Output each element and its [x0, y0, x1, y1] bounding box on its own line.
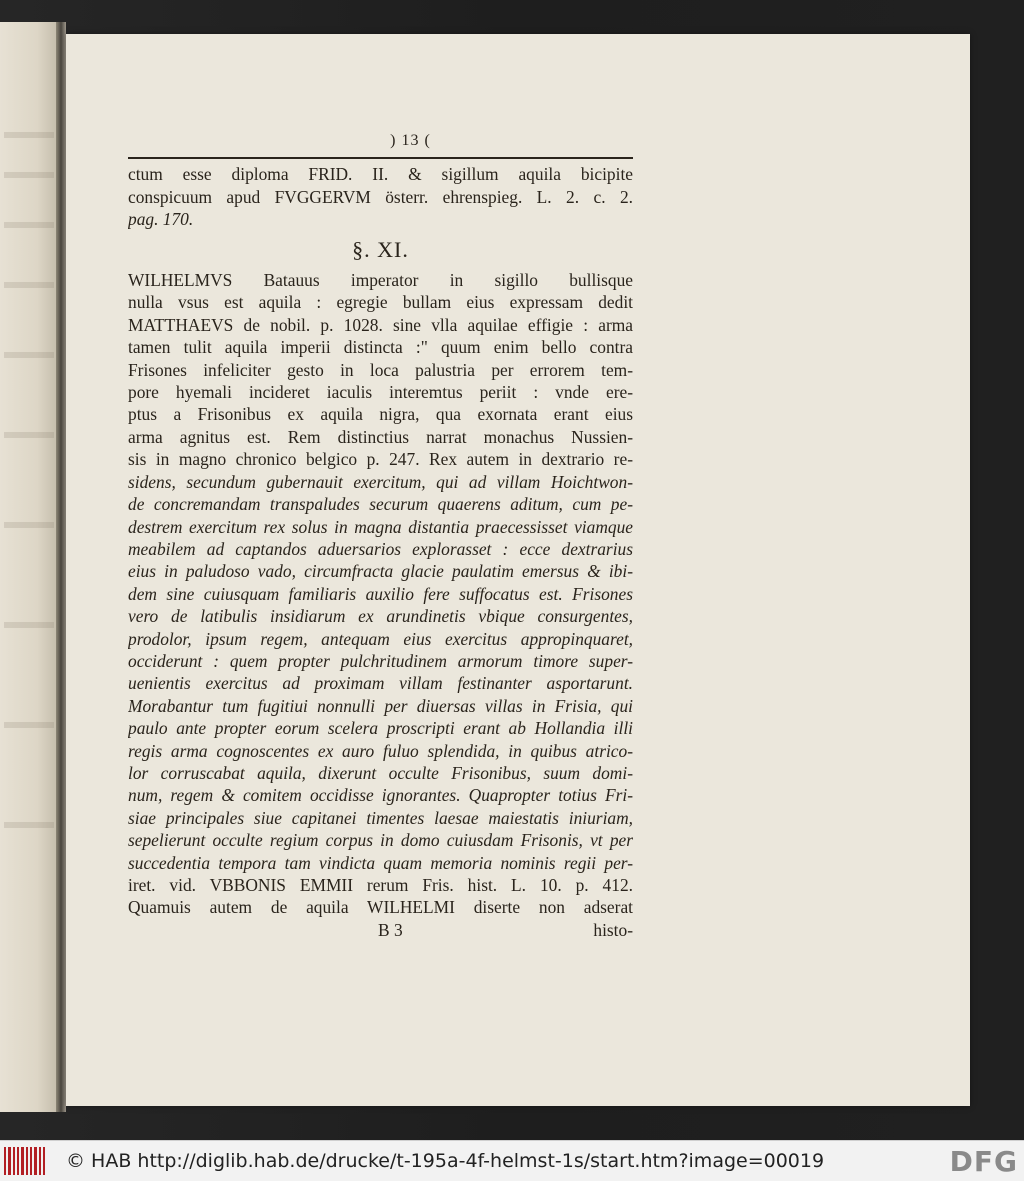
book-gutter: [56, 22, 66, 1112]
running-head: ) 13 (: [390, 132, 431, 149]
text-line: arma agnitus est. Rem distinctius narrat monachus Nussien-: [128, 426, 633, 447]
text-line: Frisones infeliciter gesto in loca palustria per errorem tem-: [128, 359, 633, 380]
page-foot: [128, 919, 633, 941]
text-line: paulo ante propter eorum scelera proscripti erant ab Hollandia illi: [128, 718, 633, 739]
text-line: occiderunt : quem propter pulchritudinem armorum timore super-: [128, 650, 633, 671]
text-line: conspicuum apud FVGGERVM österr. ehrenspieg. L. 2. c. 2.: [128, 186, 633, 207]
text-line: pore hyemali incideret iaculis interemtus periit : vnde ere-: [128, 382, 633, 403]
hab-logo-icon: [4, 1147, 46, 1175]
text-line: dem sine cuiusquam familiaris auxilio fere suffocatus est. Frisones: [128, 583, 633, 604]
text-line: eius in paludoso vado, circumfracta glacie paulatim emersus & ibi-: [128, 561, 633, 582]
text-line: iret. vid. VBBONIS EMMII rerum Fris. hist. L. 10. p. 412.: [128, 875, 633, 895]
text-line: sis in magno chronico belgico p. 247. Rex autem in dextrario re-: [128, 449, 633, 470]
book-page: [66, 34, 970, 1106]
text-line: uenientis exercitus ad proximam villam festinanter asportarunt.: [128, 673, 633, 694]
text-line: sepelierunt occulte regium corpus in domo cuiusdam Frisonis, vt per: [128, 830, 633, 851]
text-line: num, regem & comitem occidisse ignorantes. Quapropter totius Fri-: [128, 785, 633, 806]
text-line: meabilem ad captandos aduersarios explorasset : ecce dextrarius: [128, 538, 633, 559]
copyright-url[interactable]: © HAB http://diglib.hab.de/drucke/t-195a-4f-helmst-1s/start.htm?image=00019: [66, 1150, 825, 1172]
text-line: nulla vsus est aquila : egregie bullam eius expressam dedit: [128, 292, 633, 313]
facing-page-edge: [0, 22, 62, 1112]
text-line: pag. 170.: [128, 209, 194, 230]
viewer-footer: [0, 1140, 1024, 1181]
dfg-logo: DFG: [949, 1145, 1018, 1178]
text-line: de concremandam transpaludes securum quaerens aditum, cum pe-: [128, 494, 633, 515]
text-line: prodolor, ipsum regem, antequam eius exercitus appropinquaret,: [128, 628, 633, 649]
text-line: tamen tulit aquila imperii distincta :" quum enim bello contra: [128, 337, 633, 358]
text-line: succedentia tempora tam vindicta quam memoria nominis regii per-: [128, 852, 633, 873]
text-line: ptus a Frisonibus ex aquila nigra, qua exornata erant eius: [128, 404, 633, 425]
text-line: sidens, secundum gubernauit exercitum, qui ad villam Hoichtwon-: [128, 471, 633, 492]
text-line: siae principales siue capitanei timentes laesae maiestatis iniuriam,: [128, 807, 633, 828]
text-line: Quamuis autem de aquila WILHELMI diserte non adserat: [128, 897, 633, 918]
text-line: vero de latibulis insidiarum ex arundinetis vbique consurgentes,: [128, 606, 633, 627]
text-line: WILHELMVS Batauus imperator in sigillo bullisque: [128, 270, 633, 291]
text-line: Morabantur tum fugitiui nonnulli per diuersas villas in Frisia, qui: [128, 695, 633, 716]
text-line: MATTHAEVS de nobil. p. 1028. sine vlla aquilae effigie : arma: [128, 314, 633, 335]
head-rule: [128, 157, 633, 159]
section-heading: §. XI.: [352, 236, 409, 262]
text-line: ctum esse diploma FRID. II. & sigillum aquila bicipite: [128, 164, 633, 185]
text-line: destrem exercitum rex solus in magna distantia praecessisset viamque: [128, 516, 633, 537]
text-line: regis arma cognoscentes ex auro fuluo splendida, in quibus atrico-: [128, 740, 633, 761]
section-body: [128, 269, 633, 919]
catchword: histo-: [593, 919, 633, 940]
page-text: [128, 130, 633, 941]
text-line: lor corruscabat aquila, dixerunt occulte Frisonibus, suum domi-: [128, 762, 633, 783]
signature-mark: B 3: [378, 919, 403, 940]
continued-paragraph: [128, 163, 633, 230]
